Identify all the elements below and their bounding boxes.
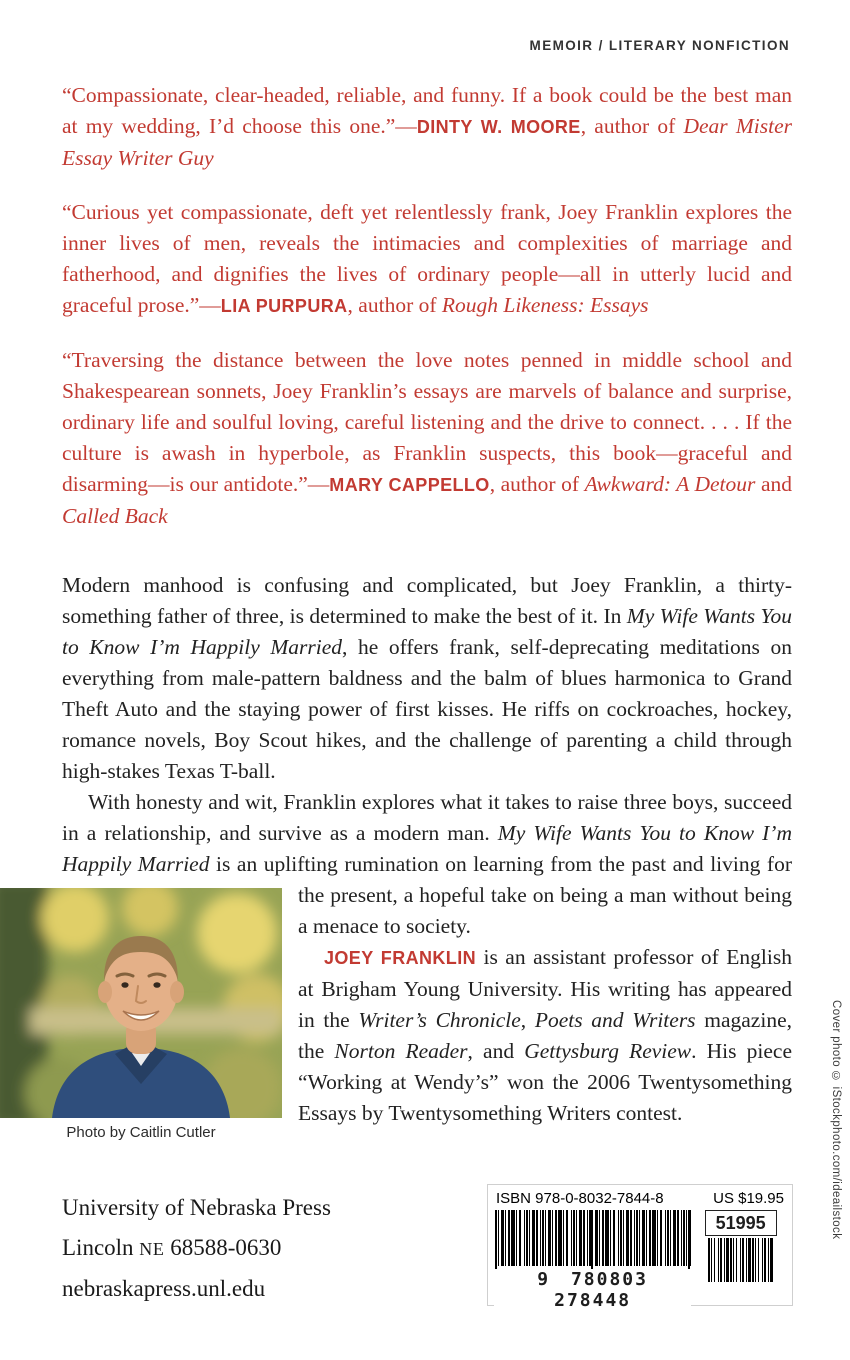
publisher-state: NE [139,1239,165,1259]
publisher-website: nebraskapress.unl.edu [62,1276,266,1301]
synopsis-text: , he offers frank, self-deprecating meditations on everything from male-pattern baldness and the balm of blues harmonica to Grand Theft Auto and the staying power of first kisses. He riffs on cockroaches, hockey, romance novels, Boy Scout hikes, and the challenge of parenting a child through high-stakes Texas T-ball. [62,635,792,783]
barcode-body [494,1210,786,1311]
photo-caption: Photo by Caitlin Cutler [66,1124,216,1141]
bio-text: , [520,1008,535,1032]
ean-digits: 9 780803 278448 [494,1269,691,1311]
author-name: JOEY FRANKLIN [324,948,476,968]
publication-title: Norton Reader [334,1039,468,1063]
ean-barcode [495,1210,691,1276]
blurb-quote: “Traversing the distance between the love notes penned in middle school and Shakespearean sonnets, Joey Franklin’s essays are marvels of balance and surprise, ordinary life and soulful loving, careful listening and the drive to connect. . . . If the culture is awash in hyperbole, as Franklin suspects, this book—graceful and disarming—is our antidote.”— [62,348,792,496]
blurb-book-title: Awkward: A Detour [584,472,756,496]
publisher-zip: 68588-0630 [164,1235,282,1260]
blurb-attribution-name: LIA PURPURA [220,296,348,316]
blurb-book-title: Called Back [62,504,168,528]
cover-photo-credit: Cover photo © iStockphoto.com/ideailstock [830,1000,842,1240]
blurb-attribution-suffix: , author of [580,114,684,138]
isbn-text: ISBN 978-0-8032-7844-8 [496,1190,664,1207]
barcode-panel [487,1184,793,1311]
publisher-block [62,1188,331,1309]
barcode-header [494,1189,786,1210]
publisher-address [62,1228,331,1269]
blurb-attribution-suffix: , author of [489,472,585,496]
blurb-attribution-suffix: , author of [347,293,442,317]
synopsis-text: With honesty and wit, Franklin explores what it takes to raise three boys, succeed in a relationship, and survive as a modern man. [62,790,792,845]
synopsis-paragraph-1 [62,570,792,787]
publisher-city: Lincoln [62,1235,140,1260]
blurb-book-title: Dear Mister Essay Writer Guy [62,114,792,170]
author-photo [0,888,282,1118]
blurb-quote: “Compassionate, clear-headed, reliable, and funny. If a book could be the best man at my wedding, I’d choose this one.”— [62,83,792,138]
blurb-moore [62,80,792,174]
publisher-name: University of Nebraska Press [62,1195,331,1220]
price-addon-block [695,1210,786,1287]
addon-barcode [708,1238,774,1282]
blurb-cappello [62,345,792,532]
blurb-purpura [62,197,792,322]
synopsis-text: is an uplifting rumination on learning from the past [209,852,673,876]
price-text: US $19.95 [713,1190,784,1207]
blurb-book-title: Rough Likeness: Essays [441,293,649,317]
book-title-inline: My Wife Wants You to Know I’m Happily Married [62,604,792,659]
publication-title: Writer’s Chronicle [358,1008,521,1032]
back-cover-content [62,80,792,1144]
author-photo-block [0,888,282,1142]
genre-label: MEMOIR / LITERARY NONFICTION [529,38,790,53]
blurb-attribution-name: MARY CAPPELLO [329,475,490,495]
publication-title: Poets and Writers [534,1008,696,1032]
blurb-quote: “Curious yet compassionate, deft yet relentlessly frank, Joey Franklin explores the inner lives of men, reveals the intimacies and complexities of marriage and fatherhood, and dignifies the lives of ordinary people—all in utterly lucid and graceful prose.”— [62,200,792,317]
bio-text: is an assistant professor of English at Brigham Young University. His writing has appeared in the [298,945,792,1032]
blurb-conjunction: and [755,472,793,496]
synopsis-text: Modern manhood is confusing and complicated, but Joey Franklin, a thirty-something father of three, is determined to make the best of it. In [62,573,792,628]
ean-barcode-block [494,1210,691,1311]
blurb-attribution-name: DINTY W. MOORE [416,117,581,137]
price-addon-code: 51995 [705,1210,777,1236]
publication-title: Gettysburg Review [524,1039,692,1063]
book-title-inline: My Wife Wants You to Know I’m Happily Married [62,821,792,876]
synopsis-text: and living for the present, a hopeful take on being a man without being a menace to society. [298,852,792,938]
bio-text: , and [467,1039,525,1063]
bio-text: magazine, the [298,1008,792,1063]
bio-text: . His piece “Working at Wendy’s” won the 2006 Twentysomething Essays by Twentysomething Writers contest. [298,1039,792,1125]
synopsis [62,570,792,1141]
